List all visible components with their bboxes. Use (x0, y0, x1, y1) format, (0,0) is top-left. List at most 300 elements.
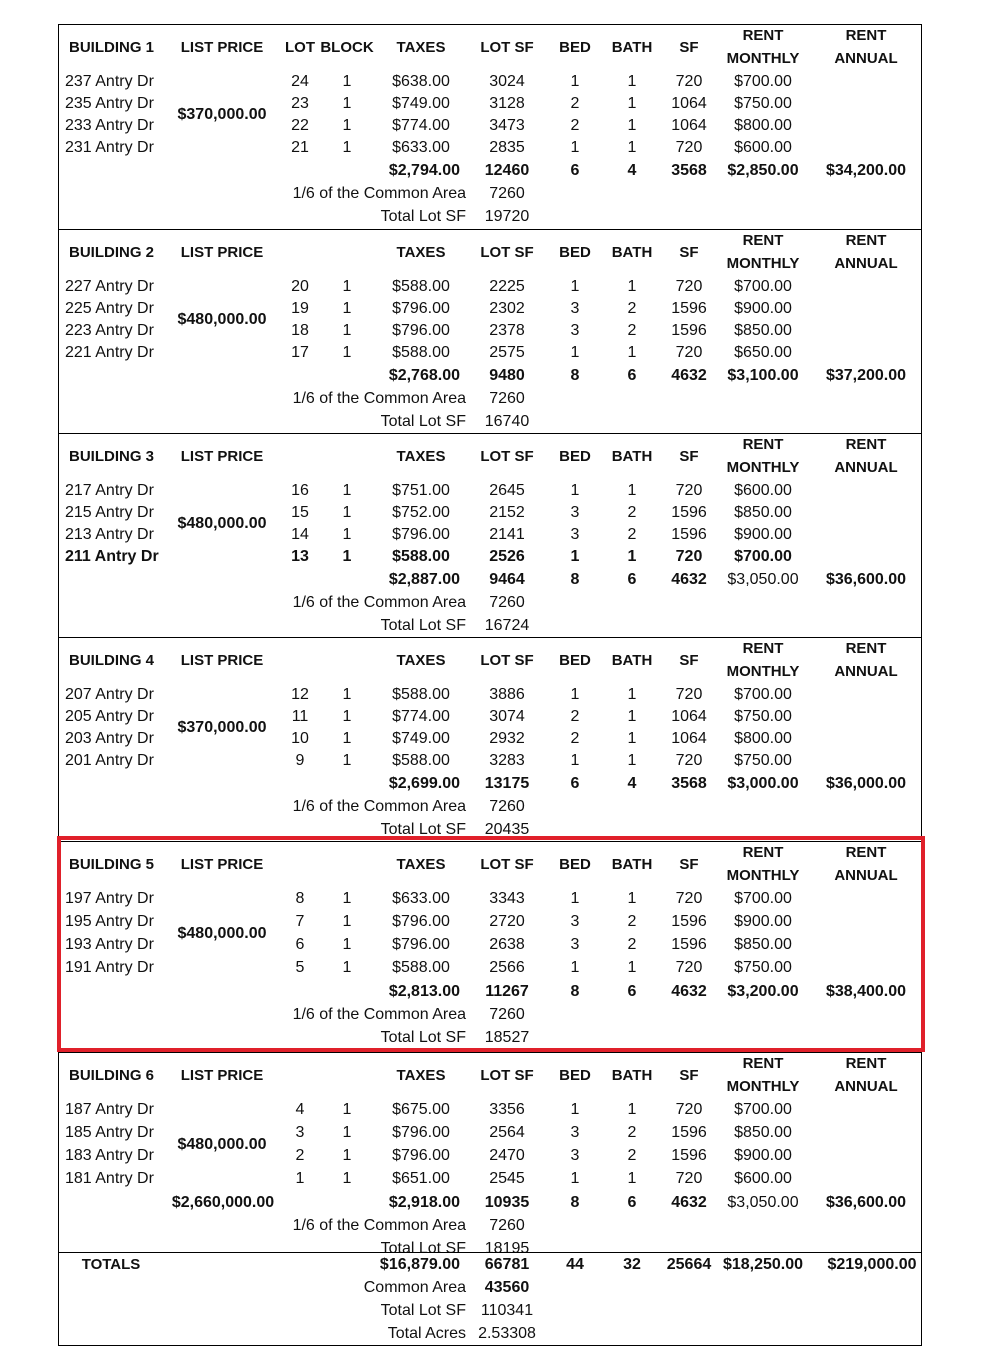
lot-sf-cell: 3024 (489, 73, 525, 90)
rent-monthly-cell: $850.00 (734, 504, 792, 521)
lot-cell: 2 (295, 1147, 305, 1164)
totals-sf: 25664 (666, 1256, 712, 1273)
totals-taxes: $16,879.00 (379, 1256, 460, 1273)
taxes-cell: $774.00 (392, 708, 450, 725)
building-3-list-price-header: LIST PRICE (180, 448, 264, 465)
block-cell: 1 (342, 504, 352, 521)
building-3-total-lot-sf-label: Total Lot SF (380, 617, 466, 634)
building-2-total-lot-sf-label: Total Lot SF (380, 413, 466, 430)
building-6-rent-annual-header-bottom: ANNUAL (834, 1078, 898, 1095)
building-3-sf-header: SF (679, 448, 699, 465)
building-1-rent-annual-subtotal: $34,200.00 (825, 162, 907, 179)
lot-sf-cell: 2645 (489, 482, 525, 499)
rent-monthly-cell: $700.00 (734, 278, 792, 295)
building-4-bed-subtotal: 6 (570, 775, 580, 792)
building-2-bed-header: BED (559, 244, 591, 261)
lot-sf-cell: 3074 (489, 708, 525, 725)
building-5-total-lot-sf-label: Total Lot SF (380, 1029, 466, 1046)
building-4-total-lot-sf-value: 20435 (484, 821, 530, 838)
block-cell: 1 (342, 344, 352, 361)
bed-cell: 3 (570, 913, 580, 930)
building-1-bath-subtotal: 4 (627, 162, 637, 179)
building-1-rent-annual-header-bottom: ANNUAL (834, 50, 898, 67)
totals-title: TOTALS (81, 1256, 141, 1273)
building-5-common-area-label: 1/6 of the Common Area (292, 1006, 466, 1023)
taxes-cell: $749.00 (392, 730, 450, 747)
lot-cell: 12 (291, 686, 309, 703)
building-4-rent-annual-subtotal: $36,000.00 (825, 775, 907, 792)
bath-cell: 2 (627, 1124, 637, 1141)
lot-cell: 4 (295, 1101, 305, 1118)
address-cell: 233 Antry Dr (65, 117, 154, 134)
building-2-rent-annual-subtotal: $37,200.00 (825, 367, 907, 384)
building-2-bed-subtotal: 8 (570, 367, 580, 384)
building-4-rent-monthly-header-top: RENT (742, 640, 784, 657)
lot-cell: 6 (295, 936, 305, 953)
block-cell: 1 (342, 913, 352, 930)
address-cell: 195 Antry Dr (65, 913, 154, 930)
building-2-lot-sf-header: LOT SF (480, 244, 534, 261)
lot-cell: 15 (291, 504, 309, 521)
totals-divider (58, 1252, 922, 1253)
sf-cell: 1596 (671, 322, 707, 339)
block-cell: 1 (342, 959, 352, 976)
taxes-cell: $633.00 (392, 139, 450, 156)
building-5-bed-subtotal: 8 (570, 983, 580, 1000)
building-4-taxes-subtotal: $2,699.00 (388, 775, 460, 792)
bath-cell: 1 (627, 482, 637, 499)
building-4-rent-annual-header-top: RENT (845, 640, 887, 657)
building-4-title: BUILDING 4 (69, 652, 155, 669)
lot-sf-cell: 2575 (489, 344, 525, 361)
building-2-list-price-header: LIST PRICE (180, 244, 264, 261)
building-2-rent-annual-header-bottom: ANNUAL (834, 255, 898, 272)
building-5-list-price-header: LIST PRICE (180, 856, 264, 873)
building-6-rent-annual-header-top: RENT (845, 1055, 887, 1072)
lot-sf-cell: 2152 (489, 504, 525, 521)
building-6-lot-sf-subtotal: 10935 (484, 1194, 530, 1211)
lot-sf-cell: 3886 (489, 686, 525, 703)
rent-monthly-cell: $750.00 (734, 959, 792, 976)
address-cell: 181 Antry Dr (65, 1170, 154, 1187)
building-5-taxes-subtotal: $2,813.00 (388, 983, 460, 1000)
building-2-title: BUILDING 2 (69, 244, 155, 261)
block-cell: 1 (342, 300, 352, 317)
building-2-common-area-value: 7260 (489, 390, 525, 407)
taxes-cell: $651.00 (392, 1170, 450, 1187)
bed-cell: 1 (570, 548, 580, 565)
bath-cell: 1 (627, 1170, 637, 1187)
block-cell: 1 (342, 730, 352, 747)
building-1-total-lot-sf-value: 19720 (484, 208, 530, 225)
building-5-rent-monthly-subtotal: $3,200.00 (727, 983, 799, 1000)
lot-cell: 13 (291, 548, 309, 565)
sf-cell: 720 (675, 278, 703, 295)
bath-cell: 1 (627, 73, 637, 90)
taxes-cell: $796.00 (392, 526, 450, 543)
lot-cell: 5 (295, 959, 305, 976)
bath-cell: 1 (627, 278, 637, 295)
sf-cell: 720 (675, 139, 703, 156)
lot-sf-cell: 2932 (489, 730, 525, 747)
building-5-total-lot-sf-value: 18527 (484, 1029, 530, 1046)
building-5-lot-sf-header: LOT SF (480, 856, 534, 873)
sf-cell: 720 (675, 752, 703, 769)
building-2-bath-header: BATH (611, 244, 653, 261)
building-4-common-area-value: 7260 (489, 798, 525, 815)
taxes-cell: $749.00 (392, 95, 450, 112)
rent-monthly-cell: $900.00 (734, 913, 792, 930)
bed-cell: 1 (570, 752, 580, 769)
bed-cell: 1 (570, 482, 580, 499)
building-2-total-lot-sf-value: 16740 (484, 413, 530, 430)
building-1-title: BUILDING 1 (69, 39, 155, 56)
bath-cell: 2 (627, 526, 637, 543)
block-cell: 1 (342, 1124, 352, 1141)
taxes-cell: $588.00 (392, 959, 450, 976)
building-1-sf-header: SF (679, 39, 699, 56)
lot-cell: 3 (295, 1124, 305, 1141)
bath-cell: 1 (627, 890, 637, 907)
bath-cell: 2 (627, 913, 637, 930)
rent-monthly-cell: $750.00 (734, 95, 792, 112)
bed-cell: 2 (570, 730, 580, 747)
lot-cell: 24 (291, 73, 309, 90)
sf-cell: 1064 (671, 95, 707, 112)
taxes-cell: $638.00 (392, 73, 450, 90)
taxes-cell: $774.00 (392, 117, 450, 134)
bath-cell: 1 (627, 730, 637, 747)
lot-sf-cell: 2302 (489, 300, 525, 317)
building-4-bed-header: BED (559, 652, 591, 669)
block-cell: 1 (342, 1147, 352, 1164)
building-2-rent-annual-header-top: RENT (845, 232, 887, 249)
building-4-total-lot-sf-label: Total Lot SF (380, 821, 466, 838)
rent-monthly-cell: $900.00 (734, 300, 792, 317)
bed-cell: 1 (570, 1170, 580, 1187)
building-3-bath-header: BATH (611, 448, 653, 465)
building-5-title: BUILDING 5 (69, 856, 155, 873)
building-3-rent-annual-header-top: RENT (845, 436, 887, 453)
building-3-lot-sf-header: LOT SF (480, 448, 534, 465)
bed-cell: 3 (570, 526, 580, 543)
building-6-bath-header: BATH (611, 1067, 653, 1084)
sf-cell: 1596 (671, 1124, 707, 1141)
lot-sf-cell: 3283 (489, 752, 525, 769)
taxes-cell: $751.00 (392, 482, 450, 499)
address-cell: 217 Antry Dr (65, 482, 154, 499)
sf-cell: 1064 (671, 708, 707, 725)
sf-cell: 1064 (671, 117, 707, 134)
building-3-common-area-label: 1/6 of the Common Area (292, 594, 466, 611)
rent-monthly-cell: $850.00 (734, 322, 792, 339)
building-1-common-area-value: 7260 (489, 185, 525, 202)
bed-cell: 1 (570, 278, 580, 295)
lot-sf-cell: 2835 (489, 139, 525, 156)
building-3-rent-annual-header-bottom: ANNUAL (834, 459, 898, 476)
address-cell: 231 Antry Dr (65, 139, 154, 156)
sf-cell: 1596 (671, 504, 707, 521)
building-3-bed-subtotal: 8 (570, 571, 580, 588)
lot-sf-cell: 2470 (489, 1147, 525, 1164)
rent-monthly-cell: $600.00 (734, 1170, 792, 1187)
bath-cell: 1 (627, 1101, 637, 1118)
address-cell: 227 Antry Dr (65, 278, 154, 295)
building-1-taxes-subtotal: $2,794.00 (388, 162, 460, 179)
lot-sf-cell: 3343 (489, 890, 525, 907)
taxes-cell: $796.00 (392, 300, 450, 317)
building-5-divider (58, 841, 922, 842)
building-4-sf-subtotal: 3568 (671, 775, 707, 792)
block-cell: 1 (342, 890, 352, 907)
building-6-rent-monthly-subtotal: $3,050.00 (727, 1194, 799, 1211)
lot-cell: 11 (291, 708, 309, 725)
lot-cell: 10 (291, 730, 309, 747)
address-cell: 205 Antry Dr (65, 708, 154, 725)
rent-monthly-cell: $800.00 (734, 730, 792, 747)
block-cell: 1 (342, 936, 352, 953)
building-3-bath-subtotal: 6 (627, 571, 637, 588)
building-5-rent-annual-header-top: RENT (845, 844, 887, 861)
list-price-total: $2,660,000.00 (171, 1194, 275, 1211)
building-2-sf-header: SF (679, 244, 699, 261)
building-6-bath-subtotal: 6 (627, 1194, 637, 1211)
block-cell: 1 (342, 1170, 352, 1187)
building-6-title: BUILDING 6 (69, 1067, 155, 1084)
building-3-sf-subtotal: 4632 (671, 571, 707, 588)
lot-cell: 9 (295, 752, 305, 769)
building-6-rent-monthly-header-top: RENT (742, 1055, 784, 1072)
building-4-rent-monthly-subtotal: $3,000.00 (727, 775, 799, 792)
bath-cell: 1 (627, 752, 637, 769)
lot-sf-cell: 2526 (489, 548, 525, 565)
block-cell: 1 (342, 95, 352, 112)
bath-cell: 2 (627, 322, 637, 339)
sf-cell: 720 (675, 73, 703, 90)
block-cell: 1 (342, 686, 352, 703)
building-2-rent-monthly-header-top: RENT (742, 232, 784, 249)
building-1-total-lot-sf-label: Total Lot SF (380, 208, 466, 225)
building-5-rent-monthly-header-bottom: MONTHLY (726, 867, 800, 884)
building-6-list-price: $480,000.00 (177, 1135, 267, 1153)
address-cell: 203 Antry Dr (65, 730, 154, 747)
bath-cell: 2 (627, 300, 637, 317)
building-4-rent-monthly-header-bottom: MONTHLY (726, 663, 800, 680)
building-6-rent-annual-subtotal: $36,600.00 (825, 1194, 907, 1211)
bath-cell: 1 (627, 686, 637, 703)
building-1-rent-annual-header-top: RENT (845, 27, 887, 44)
bath-cell: 2 (627, 936, 637, 953)
building-1-bed-header: BED (559, 39, 591, 56)
taxes-cell: $796.00 (392, 322, 450, 339)
building-3-total-lot-sf-value: 16724 (484, 617, 530, 634)
bath-cell: 1 (627, 95, 637, 112)
building-6-divider (58, 1052, 922, 1053)
totals-rent-annual: $219,000.00 (827, 1256, 917, 1273)
building-1-sf-subtotal: 3568 (671, 162, 707, 179)
block-cell: 1 (342, 322, 352, 339)
building-6-sf-header: SF (679, 1067, 699, 1084)
bed-cell: 3 (570, 936, 580, 953)
building-4-divider (58, 637, 922, 638)
sf-cell: 1596 (671, 913, 707, 930)
building-4-list-price: $370,000.00 (177, 719, 267, 736)
building-3-taxes-header: TAXES (396, 448, 446, 465)
address-cell: 183 Antry Dr (65, 1147, 154, 1164)
address-cell: 235 Antry Dr (65, 95, 154, 112)
totals-total-lot-sf-label: Total Lot SF (380, 1302, 466, 1319)
building-5-list-price: $480,000.00 (177, 924, 267, 942)
bed-cell: 3 (570, 322, 580, 339)
bath-cell: 1 (627, 117, 637, 134)
sf-cell: 1596 (671, 936, 707, 953)
block-cell: 1 (342, 526, 352, 543)
taxes-cell: $588.00 (392, 278, 450, 295)
lot-sf-cell: 2638 (489, 936, 525, 953)
lot-sf-cell: 2545 (489, 1170, 525, 1187)
building-1-rent-monthly-header-top: RENT (742, 27, 784, 44)
sf-cell: 1596 (671, 526, 707, 543)
bath-cell: 2 (627, 1147, 637, 1164)
building-5-common-area-value: 7260 (489, 1006, 525, 1023)
building-5-bath-header: BATH (611, 856, 653, 873)
building-2-common-area-label: 1/6 of the Common Area (292, 390, 466, 407)
building-3-rent-annual-subtotal: $36,600.00 (825, 571, 907, 588)
taxes-cell: $796.00 (392, 1147, 450, 1164)
lot-cell: 19 (291, 300, 309, 317)
building-3-list-price: $480,000.00 (177, 515, 267, 532)
building-1-taxes-header: TAXES (396, 39, 446, 56)
taxes-cell: $588.00 (392, 752, 450, 769)
building-1-list-price-header: LIST PRICE (180, 39, 264, 56)
lot-sf-cell: 2378 (489, 322, 525, 339)
bed-cell: 2 (570, 708, 580, 725)
totals-lot-sf: 66781 (484, 1256, 530, 1273)
block-cell: 1 (342, 482, 352, 499)
address-cell: 215 Antry Dr (65, 504, 154, 521)
building-5-lot-sf-subtotal: 11267 (485, 983, 529, 1000)
block-cell: 1 (342, 278, 352, 295)
building-2-lot-sf-subtotal: 9480 (489, 367, 525, 384)
totals-total-acres-label: Total Acres (387, 1325, 466, 1342)
address-cell: 211 Antry Dr (65, 548, 159, 565)
sf-cell: 720 (675, 548, 703, 565)
building-4-taxes-header: TAXES (396, 652, 446, 669)
rent-monthly-cell: $900.00 (734, 1147, 792, 1164)
lot-sf-cell: 3356 (489, 1101, 525, 1118)
address-cell: 193 Antry Dr (65, 936, 154, 953)
bed-cell: 1 (570, 139, 580, 156)
lot-sf-cell: 3128 (489, 95, 525, 112)
taxes-cell: $633.00 (392, 890, 450, 907)
totals-rent-monthly: $18,250.00 (722, 1256, 804, 1273)
taxes-cell: $588.00 (392, 548, 450, 565)
building-1-list-price: $370,000.00 (177, 106, 267, 123)
building-2-divider (58, 229, 922, 230)
bed-cell: 3 (570, 1147, 580, 1164)
building-4-list-price-header: LIST PRICE (180, 652, 264, 669)
building-6-taxes-subtotal: $2,918.00 (388, 1194, 460, 1211)
building-3-rent-monthly-header-bottom: MONTHLY (726, 459, 800, 476)
sf-cell: 720 (675, 344, 703, 361)
building-5-rent-annual-header-bottom: ANNUAL (834, 867, 898, 884)
building-4-lot-sf-subtotal: 13175 (484, 775, 530, 792)
lot-cell: 20 (291, 278, 309, 295)
building-4-bath-subtotal: 4 (627, 775, 637, 792)
building-3-taxes-subtotal: $2,887.00 (388, 571, 460, 588)
address-cell: 207 Antry Dr (65, 686, 154, 703)
bed-cell: 3 (570, 504, 580, 521)
lot-sf-cell: 2141 (489, 526, 525, 543)
bed-cell: 2 (570, 117, 580, 134)
sf-cell: 720 (675, 1101, 703, 1118)
building-1-lot-sf-subtotal: 12460 (484, 162, 530, 179)
bath-cell: 1 (627, 344, 637, 361)
sf-cell: 720 (675, 686, 703, 703)
lot-cell: 1 (295, 1170, 305, 1187)
rent-monthly-cell: $700.00 (734, 890, 792, 907)
bed-cell: 3 (570, 300, 580, 317)
rent-monthly-cell: $850.00 (734, 1124, 792, 1141)
bath-cell: 2 (627, 504, 637, 521)
sf-cell: 1596 (671, 300, 707, 317)
building-4-common-area-label: 1/6 of the Common Area (292, 798, 466, 815)
building-2-taxes-subtotal: $2,768.00 (388, 367, 460, 384)
block-cell: 1 (342, 1101, 352, 1118)
rent-monthly-cell: $700.00 (734, 686, 792, 703)
totals-bed: 44 (566, 1256, 584, 1273)
lot-cell: 8 (295, 890, 305, 907)
lot-sf-cell: 2566 (489, 959, 525, 976)
block-cell: 1 (342, 139, 352, 156)
bath-cell: 1 (627, 959, 637, 976)
lot-sf-cell: 3473 (489, 117, 525, 134)
building-6-bed-header: BED (559, 1067, 591, 1084)
building-6-rent-monthly-header-bottom: MONTHLY (726, 1078, 800, 1095)
taxes-cell: $796.00 (392, 936, 450, 953)
building-3-divider (58, 433, 922, 434)
lot-sf-cell: 2225 (489, 278, 525, 295)
building-6-common-area-value: 7260 (489, 1217, 525, 1234)
building-6-sf-subtotal: 4632 (671, 1194, 707, 1211)
rent-monthly-cell: $750.00 (734, 752, 792, 769)
lot-cell: 21 (291, 139, 309, 156)
lot-cell: 17 (291, 344, 309, 361)
taxes-cell: $796.00 (392, 1124, 450, 1141)
building-5-rent-annual-subtotal: $38,400.00 (825, 983, 907, 1000)
bed-cell: 1 (570, 890, 580, 907)
building-1-common-area-label: 1/6 of the Common Area (292, 185, 466, 202)
building-2-list-price: $480,000.00 (177, 311, 267, 328)
taxes-cell: $752.00 (392, 504, 450, 521)
bed-cell: 3 (570, 1124, 580, 1141)
block-cell: 1 (342, 548, 352, 565)
block-header: BLOCK (320, 39, 374, 56)
block-cell: 1 (342, 708, 352, 725)
sf-cell: 1596 (671, 1147, 707, 1164)
address-cell: 201 Antry Dr (65, 752, 154, 769)
rent-monthly-cell: $850.00 (734, 936, 792, 953)
building-2-rent-monthly-header-bottom: MONTHLY (726, 255, 800, 272)
building-1-rent-monthly-header-bottom: MONTHLY (726, 50, 800, 67)
rent-monthly-cell: $700.00 (734, 73, 792, 90)
building-6-bed-subtotal: 8 (570, 1194, 580, 1211)
building-3-title: BUILDING 3 (69, 448, 155, 465)
building-4-lot-sf-header: LOT SF (480, 652, 534, 669)
address-cell: 223 Antry Dr (65, 322, 154, 339)
lot-cell: 22 (291, 117, 309, 134)
bed-cell: 1 (570, 344, 580, 361)
